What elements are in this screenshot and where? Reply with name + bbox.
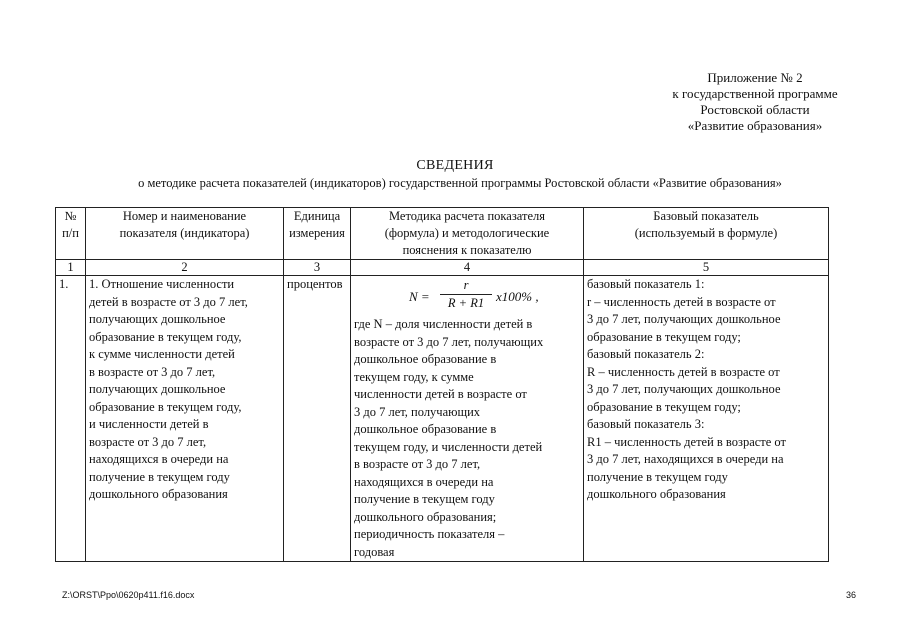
- column-number: 2: [86, 260, 284, 276]
- column-number: 5: [584, 260, 829, 276]
- appendix-line: Ростовской области: [700, 102, 810, 117]
- table-row: [56, 276, 829, 562]
- appendix-line: Приложение № 2: [707, 70, 803, 85]
- formula-fraction: [440, 277, 492, 312]
- column-number-row: [56, 260, 829, 276]
- column-number: 1: [56, 260, 86, 276]
- appendix-header: [600, 70, 905, 134]
- document-subtitle: о методике расчета показателей (индикаторов) государственной программы Ростовской области «Развитие образования»: [138, 176, 782, 190]
- appendix-line: «Развитие образования»: [687, 118, 823, 133]
- column-number: 3: [284, 260, 351, 276]
- header-cell-unit: Единица измерения: [284, 208, 351, 260]
- header-cell-number: № п/п: [56, 208, 86, 260]
- header-cell-base: Базовый показатель (используемый в формуле): [584, 208, 829, 260]
- header-cell-method: Методика расчета показателя (формула) и методологические пояснения к показателю: [351, 208, 584, 260]
- document-title: СВЕДЕНИЯ: [416, 158, 494, 173]
- indicator-name: 1. Отношение численности детей в возрасте от 3 до 7 лет, получающих дошкольное образование в текущем году, к сумме численности детей в возрасте от 3 до 7 лет, получающих дошкольное образование в текущем году, и численности детей в возрасте от 3 до 7 лет, находящихся в очереди на получение в текущем году дошкольного образования: [86, 276, 284, 562]
- header-cell-name: Номер и наименование показателя (индикатора): [86, 208, 284, 260]
- page-number: 36: [846, 590, 857, 600]
- unit-of-measure: процентов: [284, 276, 351, 562]
- table-header-row: [56, 208, 829, 260]
- formula: [354, 276, 580, 316]
- formula-lhs: N =: [409, 289, 430, 304]
- indicator-table: [55, 207, 829, 562]
- row-number: 1.: [56, 276, 86, 562]
- base-indicator: базовый показатель 1: r – численность детей в возрасте от 3 до 7 лет, получающих дошкольное образование в текущем году; базовый показатель 2: R – численность детей в возрасте от 3 до 7 лет, получающих дошкольное образование в текущем году; базовый показатель 3: R1 – численность детей в возрасте от 3 до 7 лет, находящихся в очереди на получение в текущем году дошкольного образования: [584, 276, 829, 562]
- footer-file-path: Z:\ORST\Ppo\0620p411.f16.docx: [62, 590, 195, 600]
- formula-numerator: r: [440, 277, 492, 295]
- formula-denominator: R + R1: [447, 296, 485, 310]
- appendix-line: к государственной программе: [672, 86, 838, 101]
- calculation-method: N = $\frac{r}{R + R1}$ x100% , где N – доля численности детей в возрасте от 3 до 7 лет, получающих дошкольное образование в текущем году, к сумме численности детей в возрасте от 3 до 7 лет, получающих дошкольное образование в текущем году, и численности детей в возрасте от 3 до 7 лет, находящихся в очереди на получение в текущем году дошкольного образования; периодичность показателя – годовая: [351, 276, 584, 562]
- column-number: 4: [351, 260, 584, 276]
- formula-multiplier: x100% ,: [496, 289, 539, 304]
